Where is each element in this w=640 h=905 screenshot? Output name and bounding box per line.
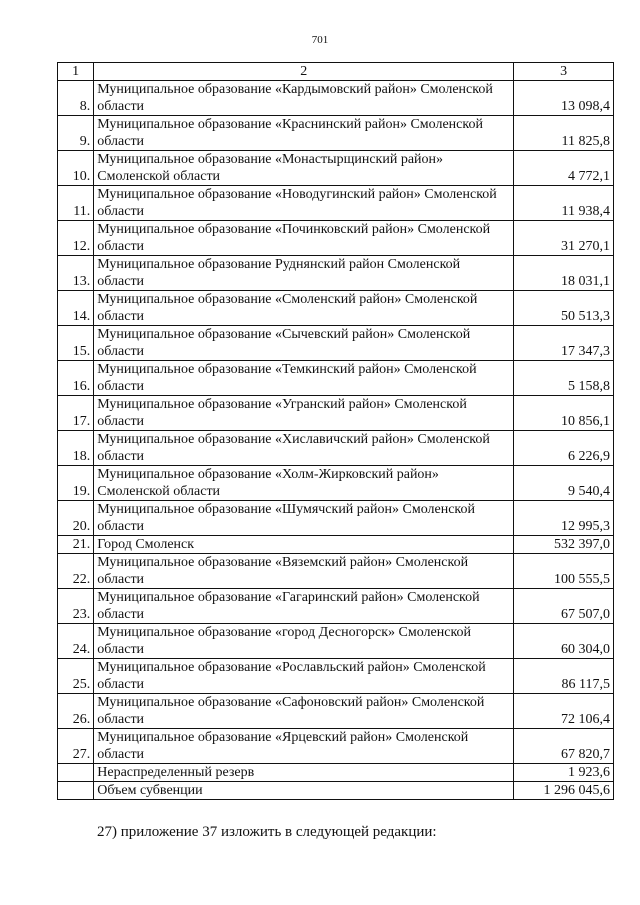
header-col-2: 2 <box>94 63 514 81</box>
table-row <box>58 729 614 764</box>
row-name: Муниципальное образование «Сафоновский район» Смоленской области <box>94 694 514 729</box>
row-name: Муниципальное образование «Холм-Жирковский район» Смоленской области <box>94 466 514 501</box>
header-col-3: 3 <box>514 63 614 81</box>
row-name: Муниципальное образование «Шумячский район» Смоленской области <box>94 501 514 536</box>
row-number: 23. <box>58 589 94 624</box>
footer-note: 27) приложение 37 изложить в следующей редакции: <box>97 824 437 840</box>
table-row <box>58 151 614 186</box>
row-amount: 17 347,3 <box>514 326 614 361</box>
row-number: 11. <box>58 186 94 221</box>
row-name: Муниципальное образование «Новодугинский район» Смоленской области <box>94 186 514 221</box>
row-name: Муниципальное образование «Монастырщинский район» Смоленской области <box>94 151 514 186</box>
total-row <box>58 782 614 800</box>
subsidy-table-body <box>58 63 614 800</box>
table-row <box>58 624 614 659</box>
total-row-amount: 1 296 045,6 <box>514 782 614 800</box>
row-number: 19. <box>58 466 94 501</box>
row-number: 12. <box>58 221 94 256</box>
table-row <box>58 694 614 729</box>
row-name: Муниципальное образование «Хиславичский район» Смоленской области <box>94 431 514 466</box>
row-name: Муниципальное образование «Смоленский район» Смоленской области <box>94 291 514 326</box>
row-amount: 9 540,4 <box>514 466 614 501</box>
row-number: 14. <box>58 291 94 326</box>
row-number: 18. <box>58 431 94 466</box>
table-row <box>58 221 614 256</box>
row-name: Муниципальное образование «Ярцевский район» Смоленской области <box>94 729 514 764</box>
row-name: Муниципальное образование «Сычевский район» Смоленской области <box>94 326 514 361</box>
subsidy-table <box>57 62 614 800</box>
row-number: 21. <box>58 536 94 554</box>
row-number: 16. <box>58 361 94 396</box>
reserve-row-number <box>58 764 94 782</box>
header-col-1: 1 <box>58 63 94 81</box>
row-amount: 67 507,0 <box>514 589 614 624</box>
row-name: Муниципальное образование Руднянский район Смоленской области <box>94 256 514 291</box>
row-amount: 10 856,1 <box>514 396 614 431</box>
row-amount: 18 031,1 <box>514 256 614 291</box>
row-amount: 11 825,8 <box>514 116 614 151</box>
table-row <box>58 81 614 116</box>
row-amount: 11 938,4 <box>514 186 614 221</box>
row-amount: 13 098,4 <box>514 81 614 116</box>
row-name: Муниципальное образование «Починковский район» Смоленской области <box>94 221 514 256</box>
table-header-row <box>58 63 614 81</box>
table-row <box>58 396 614 431</box>
row-name: Муниципальное образование «Темкинский район» Смоленской области <box>94 361 514 396</box>
table-row <box>58 326 614 361</box>
row-number: 26. <box>58 694 94 729</box>
page-number: 701 <box>311 34 329 46</box>
row-amount: 67 820,7 <box>514 729 614 764</box>
reserve-row-label: Нераспределенный резерв <box>94 764 514 782</box>
row-number: 10. <box>58 151 94 186</box>
row-amount: 60 304,0 <box>514 624 614 659</box>
row-number: 22. <box>58 554 94 589</box>
table-row <box>58 554 614 589</box>
row-amount: 100 555,5 <box>514 554 614 589</box>
row-amount: 5 158,8 <box>514 361 614 396</box>
table-row <box>58 659 614 694</box>
table-row <box>58 186 614 221</box>
row-name: Муниципальное образование «Вяземский район» Смоленской области <box>94 554 514 589</box>
row-number: 20. <box>58 501 94 536</box>
row-amount: 12 995,3 <box>514 501 614 536</box>
table-row <box>58 256 614 291</box>
row-amount: 50 513,3 <box>514 291 614 326</box>
row-amount: 31 270,1 <box>514 221 614 256</box>
table-row <box>58 536 614 554</box>
row-name: Муниципальное образование «Рославльский район» Смоленской области <box>94 659 514 694</box>
row-amount: 6 226,9 <box>514 431 614 466</box>
reserve-row-amount: 1 923,6 <box>514 764 614 782</box>
table-row <box>58 501 614 536</box>
table-row <box>58 116 614 151</box>
row-number: 25. <box>58 659 94 694</box>
row-name: Муниципальное образование «Кардымовский район» Смоленской области <box>94 81 514 116</box>
row-number: 27. <box>58 729 94 764</box>
row-amount: 86 117,5 <box>514 659 614 694</box>
row-amount: 532 397,0 <box>514 536 614 554</box>
table-row <box>58 291 614 326</box>
table-row <box>58 361 614 396</box>
row-number: 24. <box>58 624 94 659</box>
table-row <box>58 431 614 466</box>
row-name: Муниципальное образование «город Десногорск» Смоленской области <box>94 624 514 659</box>
row-name: Муниципальное образование «Угранский район» Смоленской области <box>94 396 514 431</box>
row-amount: 72 106,4 <box>514 694 614 729</box>
row-name: Муниципальное образование «Краснинский район» Смоленской области <box>94 116 514 151</box>
table-row <box>58 589 614 624</box>
row-number: 9. <box>58 116 94 151</box>
table-row <box>58 466 614 501</box>
row-name: Муниципальное образование «Гагаринский район» Смоленской области <box>94 589 514 624</box>
row-number: 17. <box>58 396 94 431</box>
row-number: 15. <box>58 326 94 361</box>
reserve-row <box>58 764 614 782</box>
total-row-label: Объем субвенции <box>94 782 514 800</box>
row-number: 8. <box>58 81 94 116</box>
row-number: 13. <box>58 256 94 291</box>
row-amount: 4 772,1 <box>514 151 614 186</box>
row-name: Город Смоленск <box>94 536 514 554</box>
total-row-number <box>58 782 94 800</box>
